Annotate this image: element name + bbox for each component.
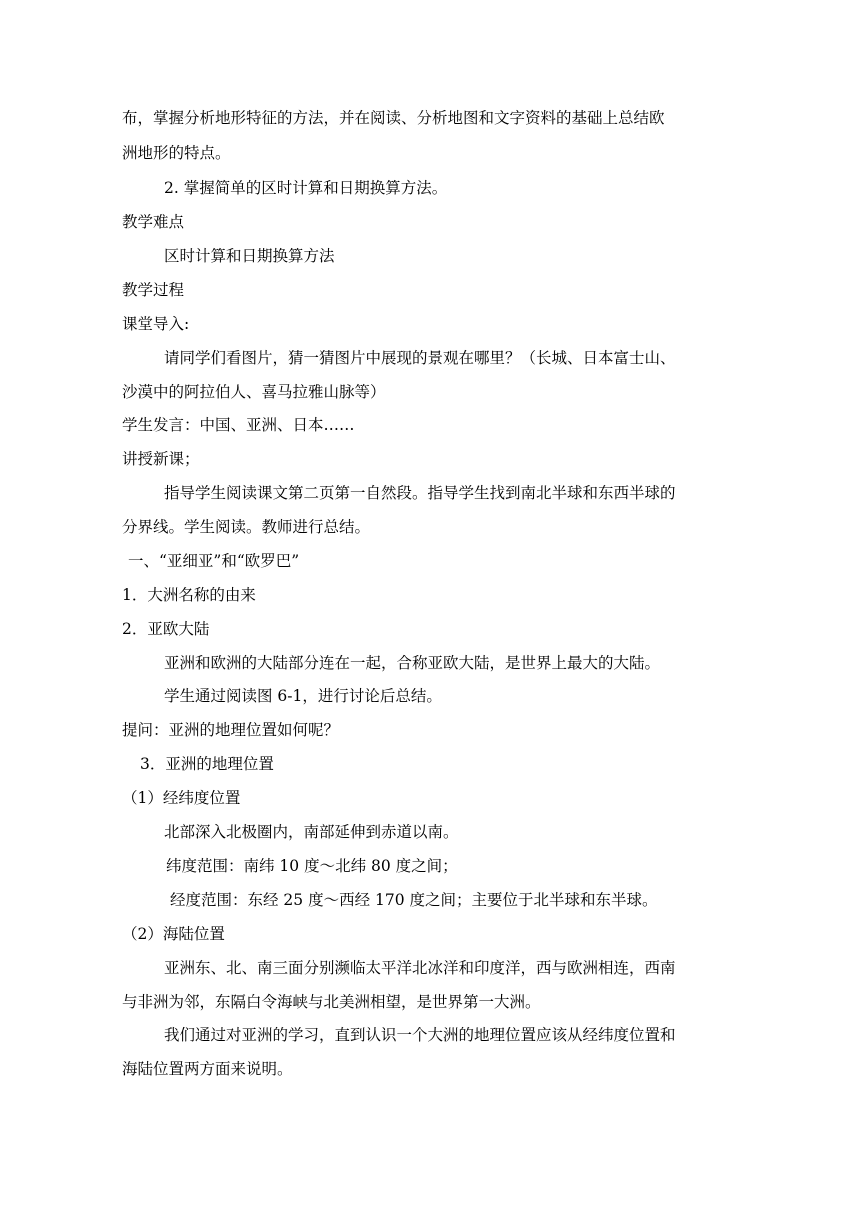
text-line: 分界线。学生阅读。教师进行总结。	[122, 518, 371, 536]
text-line: 提问：亚洲的地理位置如何呢？	[122, 721, 340, 739]
text-line: 我们通过对亚洲的学习，直到认识一个大洲的地理位置应该从经纬度位置和	[164, 1026, 676, 1044]
text-line: 海陆位置两方面来说明。	[122, 1060, 293, 1078]
text-line: 亚洲东、北、南三面分别濒临太平洋北冰洋和印度洋，西与欧洲相连，西南	[164, 959, 676, 977]
section-heading: 一、“亚细亚”和“欧罗巴”	[128, 552, 300, 570]
section-heading: 课堂导入:	[122, 315, 190, 333]
list-item: 1．大洲名称的由来	[122, 586, 256, 604]
section-heading: 教学过程	[122, 281, 185, 299]
text-line: 亚洲和欧洲的大陆部分连在一起，合称亚欧大陆，是世界上最大的大陆。	[164, 654, 661, 672]
text-line: 纬度范围：南纬 10 度～北纬 80 度之间；	[166, 857, 458, 875]
text-line: 布，掌握分析地形特征的方法，并在阅读、分析地图和文字资料的基础上总结欧	[122, 109, 665, 127]
text-line: 北部深入北极圈内，南部延伸到赤道以南。	[164, 823, 459, 841]
text-line: 沙漠中的阿拉伯人、喜马拉雅山脉等）	[122, 383, 386, 401]
text-line: 经度范围：东经 25 度～西经 170 度之间；主要位于北半球和东半球。	[170, 891, 658, 909]
list-item: （1）经纬度位置	[122, 789, 241, 807]
text-line: 学生通过阅读图 6-1，进行讨论后总结。	[164, 687, 442, 705]
section-heading: 讲授新课；	[122, 450, 200, 468]
text-line: 洲地形的特点。	[122, 144, 231, 162]
list-item: （2）海陆位置	[122, 925, 225, 943]
section-heading: 教学难点	[122, 213, 185, 231]
text-line: 请同学们看图片，猜一猜图片中展现的景观在哪里？（长城、日本富士山、	[164, 349, 676, 367]
text-line: 指导学生阅读课文第二页第一自然段。指导学生找到南北半球和东西半球的	[164, 484, 676, 502]
list-item: 2．亚欧大陆	[122, 620, 210, 638]
text-line: 学生发言：中国、亚洲、日本……	[122, 416, 355, 434]
text-line: 区时计算和日期换算方法	[164, 247, 335, 265]
text-line: 与非洲为邻，东隔白令海峡与北美洲相望，是世界第一大洲。	[122, 993, 541, 1011]
text-line: 2. 掌握简单的区时计算和日期换算方法。	[164, 179, 448, 197]
list-item: 3．亚洲的地理位置	[140, 755, 274, 773]
